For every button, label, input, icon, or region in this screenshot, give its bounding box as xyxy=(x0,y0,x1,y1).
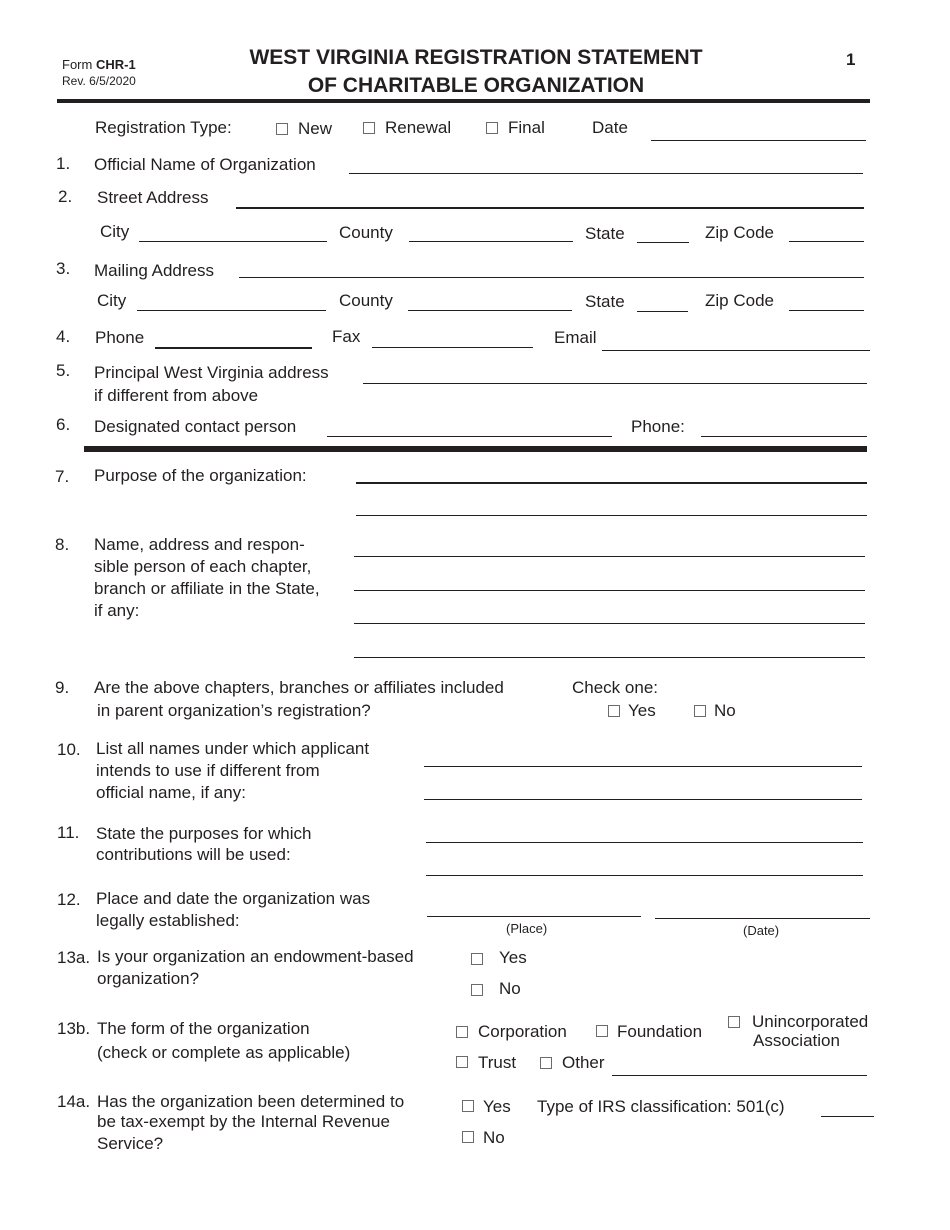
form-prefix: Form xyxy=(62,57,93,72)
item-number: 14a. xyxy=(57,1092,91,1111)
chapters-label-line1: Name, address and respon- xyxy=(94,535,305,554)
revision-date: Rev. 6/5/2020 xyxy=(62,74,136,88)
checkbox-trust[interactable] xyxy=(456,1056,468,1068)
names-label-line1: List all names under which applicant xyxy=(96,739,370,758)
registration-type-label: Registration Type: xyxy=(95,118,232,137)
contact-phone-field[interactable] xyxy=(701,436,867,437)
item-number: 12. xyxy=(57,890,81,909)
option-new-label: New xyxy=(298,119,333,138)
item-number: 13a. xyxy=(57,948,91,967)
item-number: 7. xyxy=(55,467,70,486)
chapters-label-line3: branch or affiliate in the State, xyxy=(94,579,320,598)
names-field-line1[interactable] xyxy=(424,766,862,767)
contact-phone-label: Phone: xyxy=(631,417,685,436)
checkbox-final[interactable] xyxy=(486,122,498,134)
date-caption: (Date) xyxy=(743,923,780,938)
purpose-field-line2[interactable] xyxy=(356,515,867,516)
county-field[interactable] xyxy=(408,310,572,311)
form-code-label xyxy=(62,57,136,72)
checkbox-foundation[interactable] xyxy=(596,1025,608,1037)
included-label-line1: Are the above chapters, branches or affiliates included xyxy=(94,678,504,697)
form-label-line1: The form of the organization xyxy=(97,1019,310,1038)
other-label: Other xyxy=(562,1053,605,1072)
page-title-line2: OF CHARITABLE ORGANIZATION xyxy=(307,74,645,97)
endowment-label-line2: organization? xyxy=(97,969,200,988)
check-one-label: Check one: xyxy=(572,678,658,697)
purpose-field-line1[interactable] xyxy=(356,482,867,484)
state-field[interactable] xyxy=(637,311,688,312)
contact-person-field[interactable] xyxy=(327,436,612,437)
checkbox-new[interactable] xyxy=(276,123,288,135)
foundation-label: Foundation xyxy=(617,1022,703,1041)
contact-person-label: Designated contact person xyxy=(94,417,297,436)
fax-field[interactable] xyxy=(372,347,533,348)
irs-classification-label: Type of IRS classification: 501(c) xyxy=(537,1097,785,1116)
zip-code-label: Zip Code xyxy=(705,223,774,242)
taxexempt-label-line3: Service? xyxy=(97,1134,164,1153)
item-number: 6. xyxy=(56,415,71,434)
official-name-field[interactable] xyxy=(349,173,863,174)
principal-address-label: Principal West Virginia address xyxy=(94,363,329,382)
city-label: City xyxy=(100,222,130,241)
item-number: 2. xyxy=(58,187,73,206)
date-field[interactable] xyxy=(651,140,866,141)
checkbox-renewal[interactable] xyxy=(363,122,375,134)
item-number: 13b. xyxy=(57,1019,91,1038)
endowment-label-line1: Is your organization an endowment-based xyxy=(97,947,414,966)
checkbox-other[interactable] xyxy=(540,1057,552,1069)
street-address-label: Street Address xyxy=(97,188,209,207)
item-number: 11. xyxy=(57,823,80,842)
included-yes-label: Yes xyxy=(628,701,656,720)
zip-code-field[interactable] xyxy=(789,241,864,242)
other-field[interactable] xyxy=(612,1075,867,1076)
names-label-line3: official name, if any: xyxy=(96,783,246,802)
page-number: 1 xyxy=(846,50,856,69)
purposes-label-line1: State the purposes for which xyxy=(96,824,312,843)
included-label-line2: in parent organization’s registration? xyxy=(97,701,371,720)
phone-label: Phone xyxy=(95,328,145,347)
corporation-label: Corporation xyxy=(478,1022,567,1041)
mailing-address-field[interactable] xyxy=(239,277,864,278)
item-number: 10. xyxy=(57,740,81,759)
state-field[interactable] xyxy=(637,242,689,243)
page-title-line1: WEST VIRGINIA REGISTRATION STATEMENT xyxy=(249,46,703,69)
taxexempt-label-line2: be tax-exempt by the Internal Revenue xyxy=(97,1112,390,1131)
county-field[interactable] xyxy=(409,241,573,242)
zip-code-label: Zip Code xyxy=(705,291,774,310)
option-final-label: Final xyxy=(508,118,545,137)
names-field-line2[interactable] xyxy=(424,799,862,800)
checkbox-included-no[interactable] xyxy=(694,705,706,717)
established-label-line1: Place and date the organization was xyxy=(96,889,371,908)
purpose-label: Purpose of the organization: xyxy=(94,466,307,485)
chapters-field-line1[interactable] xyxy=(354,556,865,557)
chapters-label-line2: sible person of each chapter, xyxy=(94,557,312,576)
chapters-field-line2[interactable] xyxy=(354,590,865,591)
principal-address-field[interactable] xyxy=(363,383,867,384)
state-label: State xyxy=(585,292,625,311)
date-label: Date xyxy=(592,118,628,137)
place-field[interactable] xyxy=(427,916,641,917)
endowment-no-label: No xyxy=(499,979,521,998)
date-established-field[interactable] xyxy=(655,918,870,919)
purposes-field-line2[interactable] xyxy=(426,875,863,876)
item-number: 5. xyxy=(56,361,71,380)
option-renewal-label: Renewal xyxy=(385,118,452,137)
irs-classification-field[interactable] xyxy=(821,1116,874,1117)
form-code: CHR-1 xyxy=(95,57,136,72)
chapters-field-line4[interactable] xyxy=(354,657,865,658)
checkbox-taxexempt-no[interactable] xyxy=(462,1131,474,1143)
section-rule xyxy=(84,446,867,452)
item-number: 8. xyxy=(55,535,70,554)
checkbox-taxexempt-yes[interactable] xyxy=(462,1100,474,1112)
item-number: 3. xyxy=(56,259,71,278)
established-label-line2: legally established: xyxy=(96,911,240,930)
unincorporated-label-line2: Association xyxy=(753,1031,840,1050)
mailing-address-label: Mailing Address xyxy=(94,261,215,280)
checkbox-endowment-no[interactable] xyxy=(471,984,483,996)
checkbox-endowment-yes[interactable] xyxy=(471,953,483,965)
phone-field[interactable] xyxy=(155,347,312,349)
city-field[interactable] xyxy=(139,241,327,242)
names-label-line2: intends to use if different from xyxy=(96,761,320,780)
item-number: 1. xyxy=(56,154,71,173)
purposes-label-line2: contributions will be used: xyxy=(96,845,291,864)
taxexempt-yes-label: Yes xyxy=(483,1097,511,1116)
endowment-yes-label: Yes xyxy=(499,948,527,967)
chapters-label-line4: if any: xyxy=(94,601,140,620)
official-name-label: Official Name of Organization xyxy=(94,155,316,174)
taxexempt-label-line1: Has the organization been determined to xyxy=(97,1092,405,1111)
email-label: Email xyxy=(554,328,597,347)
checkbox-unincorporated[interactable] xyxy=(728,1016,740,1028)
purposes-field-line1[interactable] xyxy=(426,842,863,843)
trust-label: Trust xyxy=(478,1053,517,1072)
item-number: 9. xyxy=(55,678,70,697)
city-field[interactable] xyxy=(137,310,326,311)
checkbox-corporation[interactable] xyxy=(456,1026,468,1038)
chapters-field-line3[interactable] xyxy=(354,623,865,624)
item-number: 4. xyxy=(56,327,71,346)
county-label: County xyxy=(339,291,393,310)
city-label: City xyxy=(97,291,127,310)
principal-address-sublabel: if different from above xyxy=(94,386,259,405)
email-field[interactable] xyxy=(602,350,870,351)
county-label: County xyxy=(339,223,393,242)
place-caption: (Place) xyxy=(506,921,548,936)
taxexempt-no-label: No xyxy=(483,1128,505,1147)
form-label-line2: (check or complete as applicable) xyxy=(97,1043,351,1062)
unincorporated-label-line1: Unincorporated xyxy=(752,1012,869,1031)
street-address-field[interactable] xyxy=(236,207,864,209)
state-label: State xyxy=(585,224,625,243)
included-no-label: No xyxy=(714,701,736,720)
header-rule xyxy=(57,99,870,103)
checkbox-included-yes[interactable] xyxy=(608,705,620,717)
fax-label: Fax xyxy=(332,327,361,346)
zip-code-field[interactable] xyxy=(789,310,864,311)
